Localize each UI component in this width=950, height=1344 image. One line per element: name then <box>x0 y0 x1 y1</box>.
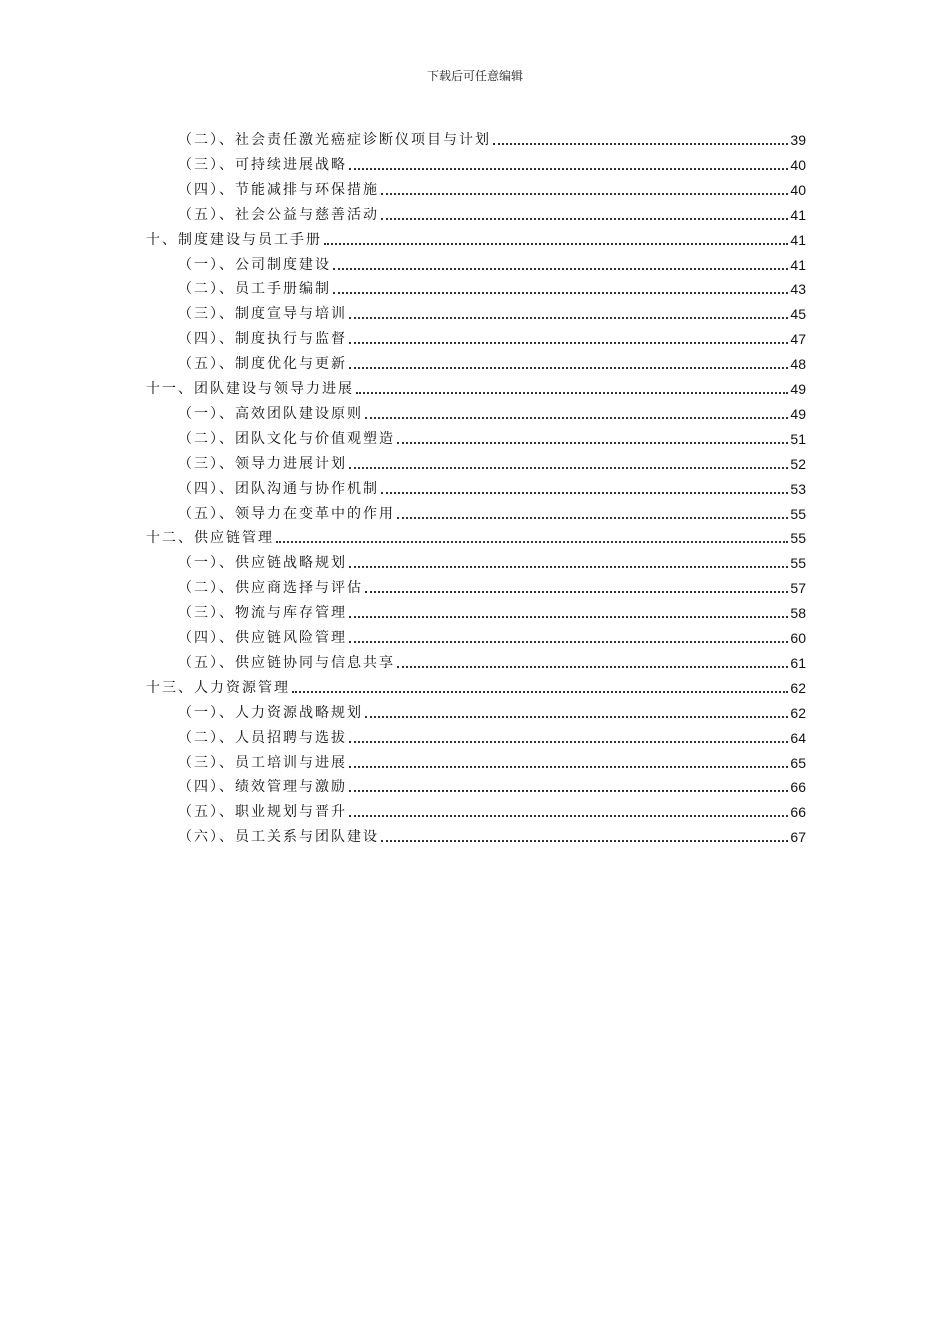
toc-dot-leader <box>276 541 788 543</box>
toc-entry-page-number: 40 <box>790 156 806 173</box>
toc-entry-page-number: 60 <box>790 630 806 646</box>
toc-section-entry[interactable] <box>178 250 806 274</box>
toc-entry-page-number: 58 <box>790 605 806 622</box>
toc-entry-title: （一）、供应链战略规划 <box>178 555 347 572</box>
toc-entry-title: 十一、团队建设与领导力进展 <box>146 381 354 397</box>
toc-entry-page-number: 41 <box>790 231 806 248</box>
toc-dot-leader <box>397 442 788 444</box>
toc-entry-page-number: 53 <box>790 480 806 497</box>
toc-section-entry[interactable] <box>178 125 806 149</box>
toc-section-entry[interactable] <box>178 349 806 373</box>
toc-dot-leader <box>365 417 788 419</box>
toc-dot-leader <box>349 342 788 344</box>
toc-entry-title: （一）、人力资源战略规划 <box>178 704 363 721</box>
toc-entry-title: （四）、节能减排与环保措施 <box>178 181 379 198</box>
toc-entry-page-number: 52 <box>790 455 806 472</box>
toc-entry-page-number: 47 <box>790 331 806 348</box>
toc-entry-title: （二）、供应商选择与评估 <box>178 580 363 597</box>
toc-entry-title: （三）、制度宣导与培训 <box>178 306 347 323</box>
toc-chapter-entry[interactable] <box>146 523 806 547</box>
toc-entry-title: （六）、员工关系与团队建设 <box>178 829 379 846</box>
toc-entry-page-number: 55 <box>790 530 806 547</box>
toc-entry-page-number: 67 <box>790 829 806 846</box>
toc-entry-page-number: 55 <box>790 505 806 522</box>
toc-entry-title: （四）、绩效管理与激励 <box>178 779 347 796</box>
toc-dot-leader <box>349 815 788 817</box>
toc-chapter-entry[interactable] <box>146 374 806 398</box>
toc-entry-title: （四）、供应链风险管理 <box>178 630 347 646</box>
toc-section-entry[interactable] <box>178 648 806 672</box>
toc-section-entry[interactable] <box>178 748 806 772</box>
toc-entry-title: 十、制度建设与员工手册 <box>146 231 322 248</box>
toc-entry-title: （五）、领导力在变革中的作用 <box>178 505 395 522</box>
toc-entry-page-number: 49 <box>790 405 806 422</box>
toc-dot-leader <box>365 716 788 718</box>
toc-entry-title: （二）、人员招聘与选拔 <box>178 729 347 746</box>
toc-dot-leader <box>349 741 788 743</box>
toc-dot-leader <box>292 691 788 693</box>
toc-section-entry[interactable] <box>178 175 806 199</box>
toc-dot-leader <box>356 392 788 394</box>
toc-entry-page-number: 45 <box>790 306 806 323</box>
toc-dot-leader <box>381 218 788 220</box>
toc-entry-title: （四）、制度执行与监督 <box>178 331 347 348</box>
toc-section-entry[interactable] <box>178 274 806 298</box>
toc-entry-page-number: 41 <box>790 206 806 223</box>
toc-section-entry[interactable] <box>178 499 806 523</box>
toc-dot-leader <box>349 467 788 469</box>
toc-section-entry[interactable] <box>178 822 806 846</box>
toc-entry-title: （五）、供应链协同与信息共享 <box>178 654 395 671</box>
toc-entry-title: （二）、团队文化与价值观塑造 <box>178 430 395 447</box>
toc-entry-page-number: 62 <box>790 679 806 696</box>
toc-entry-page-number: 39 <box>790 132 806 148</box>
toc-entry-page-number: 48 <box>790 356 806 373</box>
toc-entry-page-number: 57 <box>790 580 806 597</box>
toc-entry-page-number: 65 <box>790 754 806 771</box>
toc-entry-page-number: 43 <box>790 281 806 298</box>
toc-entry-page-number: 51 <box>790 430 806 447</box>
toc-dot-leader <box>349 641 788 643</box>
toc-dot-leader <box>349 566 788 568</box>
toc-entry-title: （一）、公司制度建设 <box>178 256 331 273</box>
toc-entry-page-number: 55 <box>790 555 806 572</box>
toc-entry-page-number: 62 <box>790 704 806 721</box>
toc-dot-leader <box>333 292 788 294</box>
toc-entry-page-number: 61 <box>790 654 806 671</box>
toc-dot-leader <box>349 317 788 319</box>
toc-dot-leader <box>349 616 788 618</box>
toc-entry-title: （三）、员工培训与进展 <box>178 754 347 771</box>
toc-section-entry[interactable] <box>178 424 806 448</box>
toc-entry-title: （三）、领导力进展计划 <box>178 455 347 472</box>
toc-section-entry[interactable] <box>178 449 806 473</box>
toc-entry-page-number: 40 <box>790 181 806 198</box>
toc-entry-title: （五）、社会公益与慈善活动 <box>178 206 379 223</box>
toc-section-entry[interactable] <box>178 299 806 323</box>
toc-section-entry[interactable] <box>178 200 806 224</box>
toc-dot-leader <box>381 840 788 842</box>
toc-dot-leader <box>397 517 788 519</box>
toc-section-entry[interactable] <box>178 797 806 821</box>
toc-section-entry[interactable] <box>178 324 806 348</box>
toc-section-entry[interactable] <box>178 548 806 572</box>
toc-dot-leader <box>349 168 788 170</box>
toc-entry-page-number: 66 <box>790 804 806 821</box>
toc-entry-title: （五）、职业规划与晋升 <box>178 804 347 821</box>
toc-entry-title: （四）、团队沟通与协作机制 <box>178 480 379 497</box>
toc-section-entry[interactable] <box>178 573 806 597</box>
toc-dot-leader <box>349 766 788 768</box>
toc-dot-leader <box>349 790 788 792</box>
toc-section-entry[interactable] <box>178 772 806 796</box>
toc-section-entry[interactable] <box>178 474 806 498</box>
page-header-note: 下载后可任意编辑 <box>426 69 523 83</box>
toc-entry-title: （五）、制度优化与更新 <box>178 356 347 373</box>
toc-entry-title: （三）、可持续进展战略 <box>178 156 347 173</box>
toc-dot-leader <box>397 666 788 668</box>
toc-section-entry[interactable] <box>178 698 806 722</box>
toc-section-entry[interactable] <box>178 723 806 747</box>
toc-section-entry[interactable] <box>178 399 806 423</box>
toc-entry-title: 十二、供应链管理 <box>146 530 274 547</box>
toc-chapter-entry[interactable] <box>146 225 806 249</box>
toc-section-entry[interactable] <box>178 623 806 647</box>
toc-entry-page-number: 49 <box>790 381 806 397</box>
toc-entry-title: （二）、员工手册编制 <box>178 281 331 298</box>
toc-section-entry[interactable] <box>178 598 806 622</box>
toc-dot-leader <box>381 492 788 494</box>
toc-entry-page-number: 66 <box>790 779 806 796</box>
toc-section-entry[interactable] <box>178 150 806 174</box>
toc-dot-leader <box>349 367 788 369</box>
toc-entry-title: （一）、高效团队建设原则 <box>178 405 363 422</box>
toc-dot-leader <box>381 193 788 195</box>
toc-dot-leader <box>365 591 788 593</box>
toc-dot-leader <box>324 243 788 245</box>
toc-entry-title: （三）、物流与库存管理 <box>178 605 347 622</box>
toc-entry-page-number: 41 <box>790 256 806 273</box>
toc-dot-leader <box>333 268 788 270</box>
toc-chapter-entry[interactable] <box>146 673 806 697</box>
toc-entry-title: （二）、社会责任激光癌症诊断仪项目与计划 <box>178 132 491 148</box>
toc-entry-page-number: 64 <box>790 729 806 746</box>
toc-entry-title: 十三、人力资源管理 <box>146 679 290 696</box>
toc-dot-leader <box>493 143 788 145</box>
